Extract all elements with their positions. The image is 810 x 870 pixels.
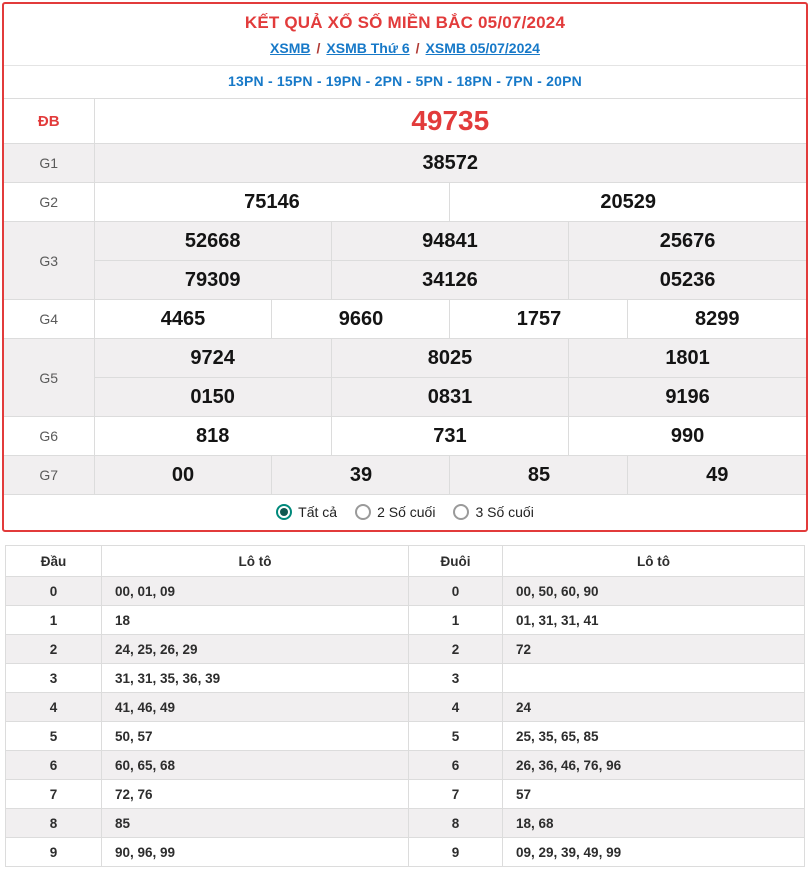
prize-label-đb: ĐB [4,99,94,144]
prize-value-g3: 05236 [569,261,806,300]
filter-option-label: 3 Số cuối [475,504,534,520]
loto-header-loto2: Lô tô [503,546,805,577]
loto-duoi-cell: 6 [409,751,503,780]
loto-duoi-numbers: 72 [503,635,805,664]
prize-value-g5: 9724 [94,339,331,378]
loto-header-dau: Đầu [6,546,102,577]
lottery-result-card [2,2,808,532]
loto-row-3 [6,664,805,693]
prize-value-g6: 818 [94,417,331,456]
loto-row-5 [6,722,805,751]
prize-value-g2: 20529 [450,183,806,222]
loto-duoi-cell: 2 [409,635,503,664]
loto-dau-cell: 5 [6,722,102,751]
loto-row-0 [6,577,805,606]
loto-dau-cell: 8 [6,809,102,838]
prize-value-g3: 52668 [94,222,331,261]
breadcrumb-link-1[interactable]: XSMB [270,40,311,56]
prize-row-g4 [4,300,806,339]
prize-label-g3: G3 [4,222,94,300]
page-title: KẾT QUẢ XỔ SỐ MIỀN BẮC 05/07/2024 [244,13,566,32]
prize-codes-row [4,65,806,98]
filter-option-label: Tất cả [298,504,338,520]
loto-duoi-numbers: 57 [503,780,805,809]
loto-row-7 [6,780,805,809]
prize-value-g3: 25676 [569,222,806,261]
prize-value-g3: 34126 [331,261,568,300]
prize-label-g5: G5 [4,339,94,417]
loto-row-1 [6,606,805,635]
prize-row-g5-1 [4,339,806,378]
loto-dau-cell: 9 [6,838,102,867]
loto-duoi-numbers: 24 [503,693,805,722]
loto-table-body [6,577,805,867]
filter-option-3[interactable] [453,504,533,520]
loto-dau-numbers: 24, 25, 26, 29 [102,635,409,664]
filter-option-label: 2 Số cuối [377,504,436,520]
breadcrumb-separator: / [316,40,321,56]
prize-row-g1 [4,144,806,183]
filter-option-2[interactable] [355,504,435,520]
loto-header-row [6,546,805,577]
loto-dau-numbers: 18 [102,606,409,635]
prize-value-g6: 990 [569,417,806,456]
prize-value-g7: 39 [272,456,450,495]
prize-value-g2: 75146 [94,183,450,222]
loto-dau-numbers: 50, 57 [102,722,409,751]
prize-value-g7: 00 [94,456,272,495]
loto-dau-cell: 4 [6,693,102,722]
loto-duoi-numbers: 01, 31, 31, 41 [503,606,805,635]
loto-dau-cell: 3 [6,664,102,693]
prize-value-g4: 1757 [450,300,628,339]
filter-options [4,495,806,530]
radio-icon [276,504,292,520]
loto-row-4 [6,693,805,722]
loto-dau-numbers: 31, 31, 35, 36, 39 [102,664,409,693]
prize-value-g5: 9196 [569,378,806,417]
loto-dau-cell: 6 [6,751,102,780]
prize-table [4,98,806,495]
loto-row-8 [6,809,805,838]
loto-row-2 [6,635,805,664]
radio-icon [453,504,469,520]
loto-header-duoi: Đuôi [409,546,503,577]
loto-duoi-cell: 9 [409,838,503,867]
filter-option-1[interactable] [276,504,337,520]
prize-value-g4: 4465 [94,300,272,339]
loto-duoi-numbers: 25, 35, 65, 85 [503,722,805,751]
breadcrumb [4,37,806,65]
loto-duoi-numbers: 26, 36, 46, 76, 96 [503,751,805,780]
prize-row-đb [4,99,806,144]
loto-duoi-numbers: 09, 29, 39, 49, 99 [503,838,805,867]
prize-label-g7: G7 [4,456,94,495]
prize-row-g6 [4,417,806,456]
prize-value-đb: 49735 [94,99,806,144]
loto-table [5,545,805,867]
loto-row-9 [6,838,805,867]
loto-dau-cell: 7 [6,780,102,809]
loto-duoi-cell: 7 [409,780,503,809]
prize-value-g3: 79309 [94,261,331,300]
loto-dau-numbers: 41, 46, 49 [102,693,409,722]
prize-value-g5: 1801 [569,339,806,378]
prize-value-g5: 0150 [94,378,331,417]
loto-section [5,545,805,867]
prize-value-g6: 731 [331,417,568,456]
prize-value-g4: 9660 [272,300,450,339]
loto-header-loto1: Lô tô [102,546,409,577]
prize-codes: 13PN - 15PN - 19PN - 2PN - 5PN - 18PN - 7PN - 20PN [228,73,582,89]
loto-dau-numbers: 72, 76 [102,780,409,809]
loto-duoi-numbers: 18, 68 [503,809,805,838]
prize-row-g3-2 [4,261,806,300]
loto-duoi-cell: 1 [409,606,503,635]
prize-label-g1: G1 [4,144,94,183]
prize-value-g5: 0831 [331,378,568,417]
loto-dau-numbers: 85 [102,809,409,838]
loto-duoi-cell: 5 [409,722,503,751]
loto-row-6 [6,751,805,780]
loto-duoi-cell: 3 [409,664,503,693]
loto-dau-numbers: 90, 96, 99 [102,838,409,867]
loto-duoi-cell: 8 [409,809,503,838]
breadcrumb-link-3[interactable]: XSMB 05/07/2024 [425,40,540,56]
prize-value-g4: 8299 [628,300,806,339]
loto-duoi-cell: 0 [409,577,503,606]
prize-table-body [4,99,806,495]
loto-duoi-numbers: 00, 50, 60, 90 [503,577,805,606]
prize-label-g6: G6 [4,417,94,456]
radio-icon [355,504,371,520]
prize-label-g4: G4 [4,300,94,339]
breadcrumb-link-2[interactable]: XSMB Thứ 6 [326,40,410,56]
loto-duoi-numbers [503,664,805,693]
loto-dau-numbers: 00, 01, 09 [102,577,409,606]
prize-value-g1: 38572 [94,144,806,183]
prize-value-g5: 8025 [331,339,568,378]
prize-row-g5-2 [4,378,806,417]
prize-value-g7: 85 [450,456,628,495]
prize-row-g2 [4,183,806,222]
prize-row-g7 [4,456,806,495]
prize-row-g3-1 [4,222,806,261]
prize-value-g7: 49 [628,456,806,495]
prize-label-g2: G2 [4,183,94,222]
loto-dau-numbers: 60, 65, 68 [102,751,409,780]
loto-duoi-cell: 4 [409,693,503,722]
prize-value-g3: 94841 [331,222,568,261]
loto-dau-cell: 0 [6,577,102,606]
loto-dau-cell: 1 [6,606,102,635]
loto-dau-cell: 2 [6,635,102,664]
breadcrumb-separator: / [415,40,420,56]
